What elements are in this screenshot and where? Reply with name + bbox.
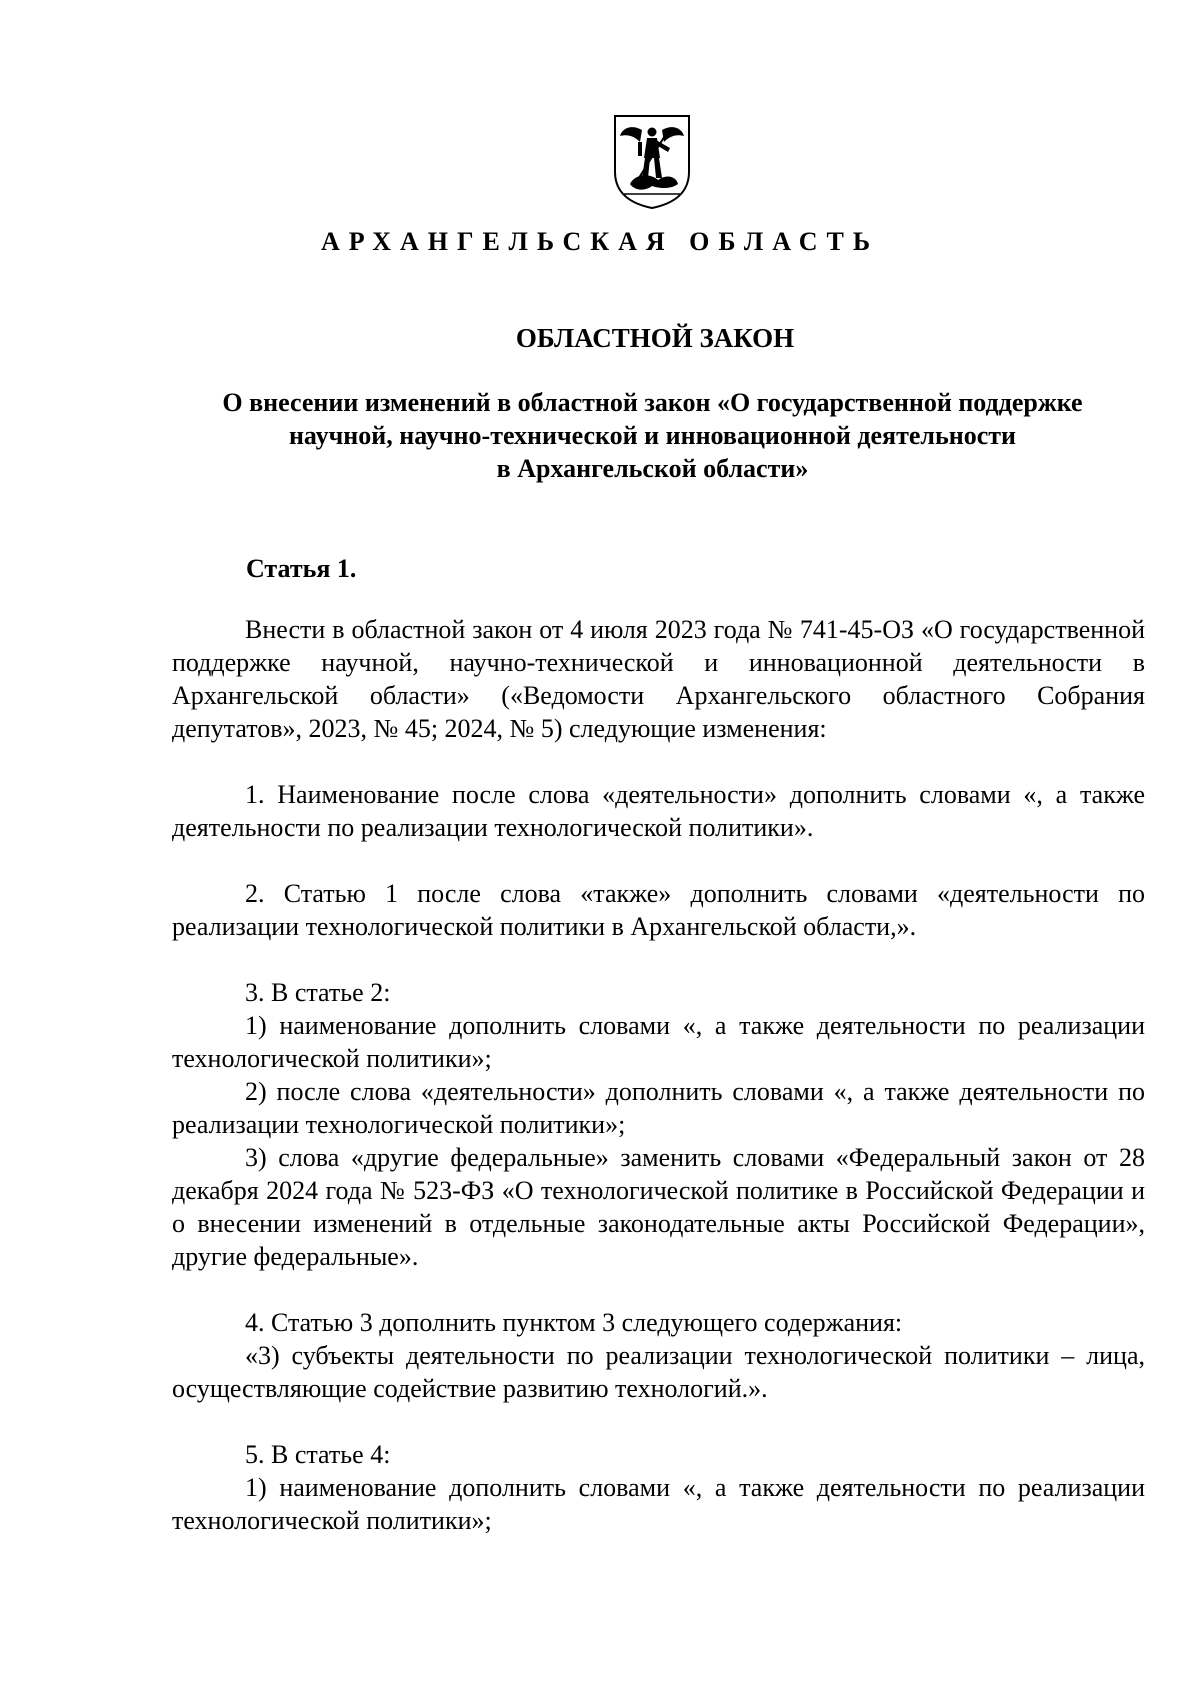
region-name: АРХАНГЕЛЬСКАЯ ОБЛАСТЬ xyxy=(320,227,880,256)
paragraph: «3) субъекты деятельности по реализации технологической политики – лица, осуществляющие содействие развитию технологий.». xyxy=(172,1341,1145,1403)
paragraph: 2) после слова «деятельности» дополнить словами «, а также деятельности по реализации технологической политики»; xyxy=(172,1077,1145,1139)
paragraph: 2. Статью 1 после слова «также» дополнить словами «деятельности по реализации технологической политики в Архангельской области,». xyxy=(172,879,1145,941)
paragraph: 1) наименование дополнить словами «, а также деятельности по реализации технологической политики»; xyxy=(172,1473,1145,1535)
document-title xyxy=(160,386,1145,485)
coat-of-arms-icon xyxy=(612,114,692,210)
paragraph: 3. В статье 2: xyxy=(245,978,391,1007)
paragraph: 5. В статье 4: xyxy=(245,1440,391,1469)
document-title-line: научной, научно-технической и инновационной деятельности xyxy=(288,421,1017,450)
paragraph: 1) наименование дополнить словами «, а также деятельности по реализации технологической политики»; xyxy=(172,1011,1145,1073)
paragraph: 3) слова «другие федеральные» заменить словами «Федеральный закон от 28 декабря 2024 года № 523-ФЗ «О технологической политике в Российской Федерации и о внесении изменений в отдельные законодательные акты Российской Федерации», другие федеральные». xyxy=(172,1143,1145,1271)
document-title-line: О внесении изменений в областной закон «О государственной поддержке xyxy=(222,388,1083,417)
paragraph: Внести в областной закон от 4 июля 2023 года № 741-45-ОЗ «О государственной поддержке научной, научно-технической и инновационной деятельности в Архангельской области» («Ведомости Архангельского областного Собрания депутатов», 2023, № 45; 2024, № 5) следующие изменения: xyxy=(172,615,1145,743)
document-type: ОБЛАСТНОЙ ЗАКОН xyxy=(515,323,795,353)
article-heading: Статья 1. xyxy=(246,554,357,583)
paragraph: 4. Статью 3 дополнить пунктом 3 следующего содержания: xyxy=(245,1308,903,1337)
document-title-line: в Архангельской области» xyxy=(496,454,809,483)
article-body xyxy=(172,613,1145,1537)
paragraph: 1. Наименование после слова «деятельности» дополнить словами «, а также деятельности по реализации технологической политики». xyxy=(172,780,1145,842)
